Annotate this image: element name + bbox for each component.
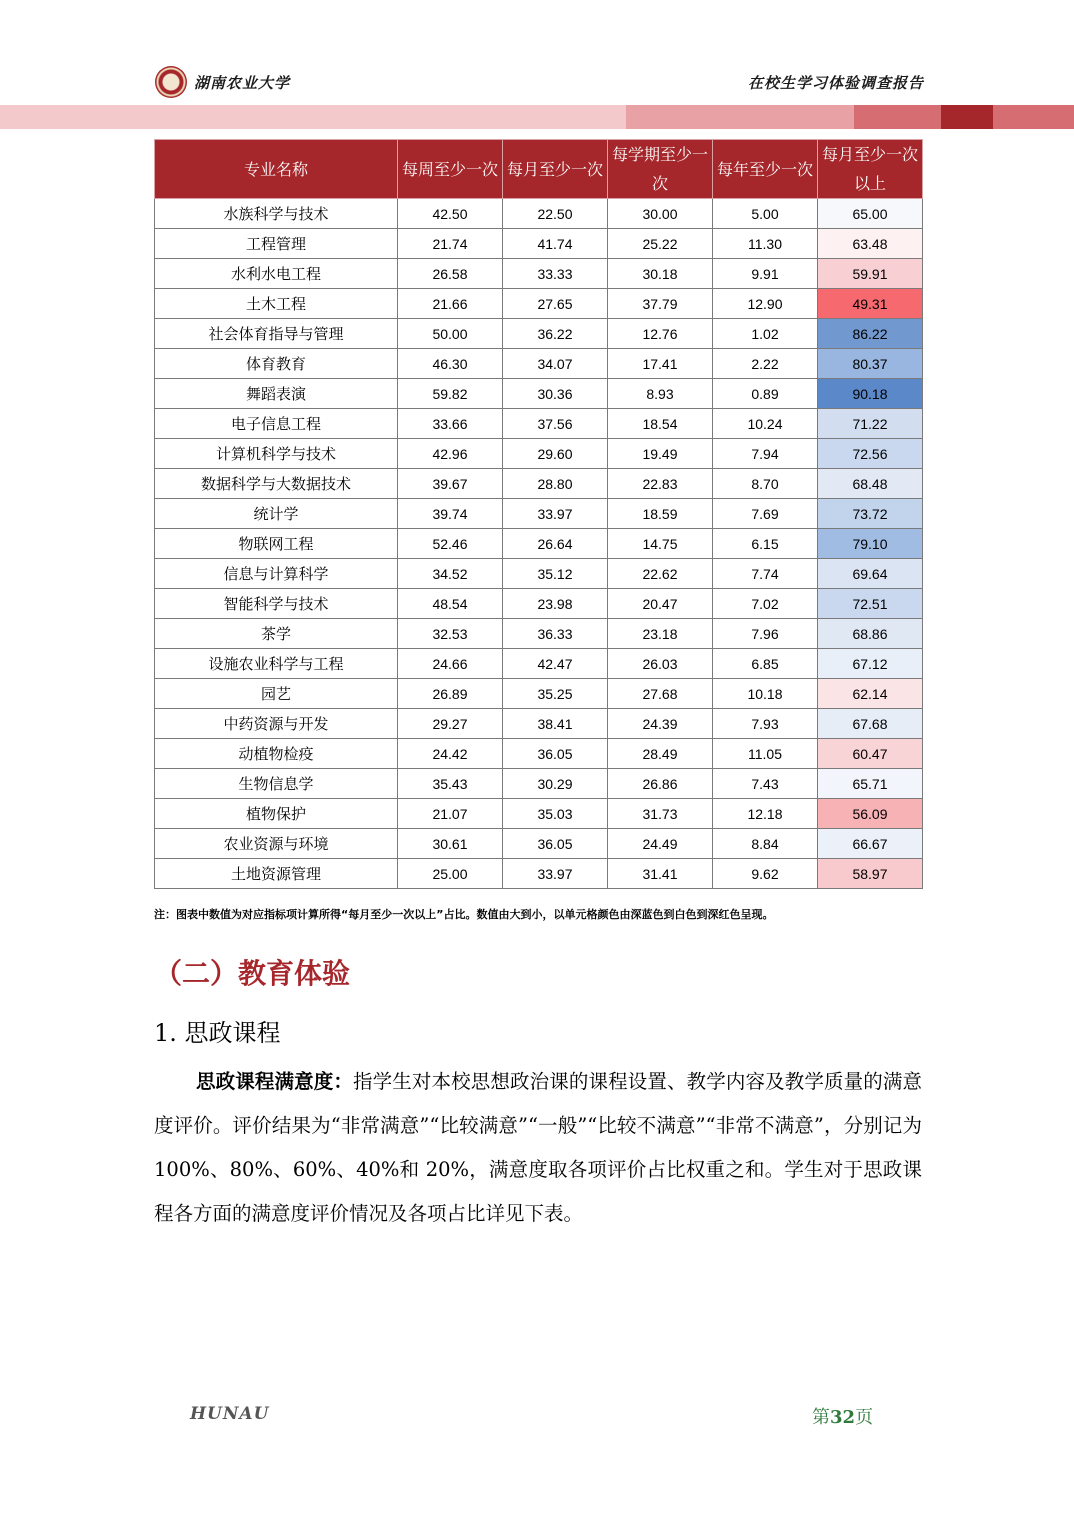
monthly-or-more-cell: 79.10: [818, 529, 923, 559]
value-cell: 30.61: [398, 829, 503, 859]
header-band: [0, 105, 626, 129]
monthly-or-more-cell: 90.18: [818, 379, 923, 409]
value-cell: 21.07: [398, 799, 503, 829]
table-row: [155, 439, 923, 469]
column-header: 每周至少一次: [398, 140, 503, 199]
page-header: [0, 0, 1074, 130]
table-row: [155, 349, 923, 379]
value-cell: 26.86: [608, 769, 713, 799]
value-cell: 42.47: [503, 649, 608, 679]
table-row: [155, 199, 923, 229]
major-name-cell: 数据科学与大数据技术: [155, 469, 398, 499]
value-cell: 33.97: [503, 499, 608, 529]
value-cell: 24.39: [608, 709, 713, 739]
value-cell: 5.00: [713, 199, 818, 229]
body-paragraph: [154, 1060, 922, 1236]
major-name-cell: 体育教育: [155, 349, 398, 379]
value-cell: 35.43: [398, 769, 503, 799]
table-row: [155, 559, 923, 589]
table-header-row: [155, 140, 923, 199]
report-title: 在校生学习体验调查报告: [747, 74, 924, 92]
value-cell: 9.91: [713, 259, 818, 289]
value-cell: 8.84: [713, 829, 818, 859]
value-cell: 1.02: [713, 319, 818, 349]
value-cell: 35.03: [503, 799, 608, 829]
value-cell: 11.30: [713, 229, 818, 259]
major-name-cell: 动植物检疫: [155, 739, 398, 769]
page-suffix: 页: [855, 1407, 874, 1428]
table-row: [155, 469, 923, 499]
monthly-or-more-cell: 56.09: [818, 799, 923, 829]
value-cell: 50.00: [398, 319, 503, 349]
value-cell: 32.53: [398, 619, 503, 649]
value-cell: 22.62: [608, 559, 713, 589]
value-cell: 28.49: [608, 739, 713, 769]
value-cell: 34.07: [503, 349, 608, 379]
major-name-cell: 信息与计算科学: [155, 559, 398, 589]
value-cell: 26.64: [503, 529, 608, 559]
value-cell: 35.25: [503, 679, 608, 709]
value-cell: 11.05: [713, 739, 818, 769]
value-cell: 30.00: [608, 199, 713, 229]
value-cell: 41.74: [503, 229, 608, 259]
value-cell: 12.18: [713, 799, 818, 829]
value-cell: 27.68: [608, 679, 713, 709]
value-cell: 22.50: [503, 199, 608, 229]
table-row: [155, 739, 923, 769]
page-number: [812, 1403, 873, 1429]
value-cell: 31.73: [608, 799, 713, 829]
major-name-cell: 园艺: [155, 679, 398, 709]
value-cell: 30.18: [608, 259, 713, 289]
value-cell: 18.59: [608, 499, 713, 529]
header-band: [854, 105, 941, 129]
table-row: [155, 229, 923, 259]
monthly-or-more-cell: 67.12: [818, 649, 923, 679]
table-row: [155, 499, 923, 529]
column-header: 每月至少一次: [503, 140, 608, 199]
value-cell: 7.96: [713, 619, 818, 649]
value-cell: 26.89: [398, 679, 503, 709]
monthly-or-more-cell: 73.72: [818, 499, 923, 529]
column-header: 专业名称: [155, 140, 398, 199]
table-row: [155, 709, 923, 739]
value-cell: 37.79: [608, 289, 713, 319]
value-cell: 30.36: [503, 379, 608, 409]
value-cell: 33.33: [503, 259, 608, 289]
major-name-cell: 生物信息学: [155, 769, 398, 799]
value-cell: 33.97: [503, 859, 608, 889]
major-name-cell: 土地资源管理: [155, 859, 398, 889]
monthly-or-more-cell: 71.22: [818, 409, 923, 439]
value-cell: 23.18: [608, 619, 713, 649]
paragraph-term: 思政课程满意度：: [196, 1070, 353, 1093]
table-row: [155, 289, 923, 319]
table-row: [155, 859, 923, 889]
table-row: [155, 589, 923, 619]
table-row: [155, 409, 923, 439]
header-band: [941, 105, 993, 129]
monthly-or-more-cell: 69.64: [818, 559, 923, 589]
table-row: [155, 769, 923, 799]
section-title: （二）教育体验: [154, 957, 351, 990]
value-cell: 2.22: [713, 349, 818, 379]
value-cell: 8.70: [713, 469, 818, 499]
monthly-or-more-cell: 67.68: [818, 709, 923, 739]
column-header: 每年至少一次: [713, 140, 818, 199]
value-cell: 36.33: [503, 619, 608, 649]
monthly-or-more-cell: 80.37: [818, 349, 923, 379]
value-cell: 7.74: [713, 559, 818, 589]
value-cell: 24.42: [398, 739, 503, 769]
value-cell: 7.43: [713, 769, 818, 799]
value-cell: 21.74: [398, 229, 503, 259]
value-cell: 38.41: [503, 709, 608, 739]
major-name-cell: 智能科学与技术: [155, 589, 398, 619]
table-row: [155, 319, 923, 349]
monthly-or-more-cell: 63.48: [818, 229, 923, 259]
major-name-cell: 植物保护: [155, 799, 398, 829]
value-cell: 42.50: [398, 199, 503, 229]
monthly-or-more-cell: 72.51: [818, 589, 923, 619]
value-cell: 7.02: [713, 589, 818, 619]
major-name-cell: 水族科学与技术: [155, 199, 398, 229]
value-cell: 29.60: [503, 439, 608, 469]
value-cell: 52.46: [398, 529, 503, 559]
column-header: 每月至少一次以上: [818, 140, 923, 199]
major-frequency-table: [154, 139, 923, 889]
value-cell: 30.29: [503, 769, 608, 799]
page-prefix: 第: [812, 1407, 830, 1428]
table-row: [155, 829, 923, 859]
value-cell: 20.47: [608, 589, 713, 619]
value-cell: 24.49: [608, 829, 713, 859]
value-cell: 29.27: [398, 709, 503, 739]
major-name-cell: 舞蹈表演: [155, 379, 398, 409]
monthly-or-more-cell: 86.22: [818, 319, 923, 349]
major-name-cell: 茶学: [155, 619, 398, 649]
monthly-or-more-cell: 72.56: [818, 439, 923, 469]
value-cell: 48.54: [398, 589, 503, 619]
table-row: [155, 649, 923, 679]
value-cell: 24.66: [398, 649, 503, 679]
value-cell: 28.80: [503, 469, 608, 499]
value-cell: 36.05: [503, 829, 608, 859]
monthly-or-more-cell: 59.91: [818, 259, 923, 289]
value-cell: 12.76: [608, 319, 713, 349]
monthly-or-more-cell: 60.47: [818, 739, 923, 769]
header-band: [993, 105, 1074, 129]
monthly-or-more-cell: 58.97: [818, 859, 923, 889]
value-cell: 31.41: [608, 859, 713, 889]
table-row: [155, 379, 923, 409]
major-name-cell: 统计学: [155, 499, 398, 529]
value-cell: 7.94: [713, 439, 818, 469]
major-name-cell: 设施农业科学与工程: [155, 649, 398, 679]
value-cell: 10.24: [713, 409, 818, 439]
major-name-cell: 计算机科学与技术: [155, 439, 398, 469]
major-name-cell: 社会体育指导与管理: [155, 319, 398, 349]
footer-brand: HUNAU: [190, 1404, 270, 1424]
value-cell: 42.96: [398, 439, 503, 469]
monthly-or-more-cell: 62.14: [818, 679, 923, 709]
table-row: [155, 529, 923, 559]
monthly-or-more-cell: 65.71: [818, 769, 923, 799]
value-cell: 35.12: [503, 559, 608, 589]
major-name-cell: 电子信息工程: [155, 409, 398, 439]
page-number-value: 32: [830, 1407, 856, 1428]
value-cell: 0.89: [713, 379, 818, 409]
table-row: [155, 679, 923, 709]
major-name-cell: 中药资源与开发: [155, 709, 398, 739]
column-header: 每学期至少一次: [608, 140, 713, 199]
value-cell: 8.93: [608, 379, 713, 409]
value-cell: 39.67: [398, 469, 503, 499]
value-cell: 27.65: [503, 289, 608, 319]
value-cell: 19.49: [608, 439, 713, 469]
value-cell: 18.54: [608, 409, 713, 439]
university-logo-icon: [155, 66, 187, 98]
value-cell: 36.05: [503, 739, 608, 769]
value-cell: 10.18: [713, 679, 818, 709]
value-cell: 6.15: [713, 529, 818, 559]
major-name-cell: 工程管理: [155, 229, 398, 259]
value-cell: 33.66: [398, 409, 503, 439]
value-cell: 14.75: [608, 529, 713, 559]
monthly-or-more-cell: 49.31: [818, 289, 923, 319]
paragraph-text: 指学生对本校思想政治课的课程设置、教学内容及教学质量的满意度评价。评价结果为“非常满意”“比较满意”“一般”“比较不满意”“非常不满意”，分别记为 100%、80%、60%、40%和 20%，满意度取各项评价占比权重之和。学生对于思政课程各方面的满意度评价情况及各项占比详见下表。: [154, 1070, 922, 1225]
value-cell: 59.82: [398, 379, 503, 409]
value-cell: 9.62: [713, 859, 818, 889]
header-band: [626, 105, 854, 129]
table-row: [155, 619, 923, 649]
university-name: 湖南农业大学: [194, 74, 291, 92]
value-cell: 39.74: [398, 499, 503, 529]
value-cell: 6.85: [713, 649, 818, 679]
major-name-cell: 物联网工程: [155, 529, 398, 559]
monthly-or-more-cell: 68.48: [818, 469, 923, 499]
value-cell: 36.22: [503, 319, 608, 349]
value-cell: 12.90: [713, 289, 818, 319]
value-cell: 23.98: [503, 589, 608, 619]
value-cell: 22.83: [608, 469, 713, 499]
monthly-or-more-cell: 68.86: [818, 619, 923, 649]
value-cell: 25.00: [398, 859, 503, 889]
major-name-cell: 农业资源与环境: [155, 829, 398, 859]
monthly-or-more-cell: 65.00: [818, 199, 923, 229]
subsection-title: 1. 思政课程: [154, 1019, 281, 1047]
value-cell: 46.30: [398, 349, 503, 379]
major-name-cell: 土木工程: [155, 289, 398, 319]
value-cell: 26.58: [398, 259, 503, 289]
major-name-cell: 水利水电工程: [155, 259, 398, 289]
table-row: [155, 799, 923, 829]
value-cell: 21.66: [398, 289, 503, 319]
table-note: 注：图表中数值为对应指标项计算所得“每月至少一次以上”占比。数值由大到小，以单元格颜色由深蓝色到白色到深红色呈现。: [154, 908, 774, 921]
value-cell: 7.93: [713, 709, 818, 739]
value-cell: 26.03: [608, 649, 713, 679]
value-cell: 37.56: [503, 409, 608, 439]
value-cell: 7.69: [713, 499, 818, 529]
value-cell: 17.41: [608, 349, 713, 379]
value-cell: 34.52: [398, 559, 503, 589]
table-row: [155, 259, 923, 289]
monthly-or-more-cell: 66.67: [818, 829, 923, 859]
value-cell: 25.22: [608, 229, 713, 259]
